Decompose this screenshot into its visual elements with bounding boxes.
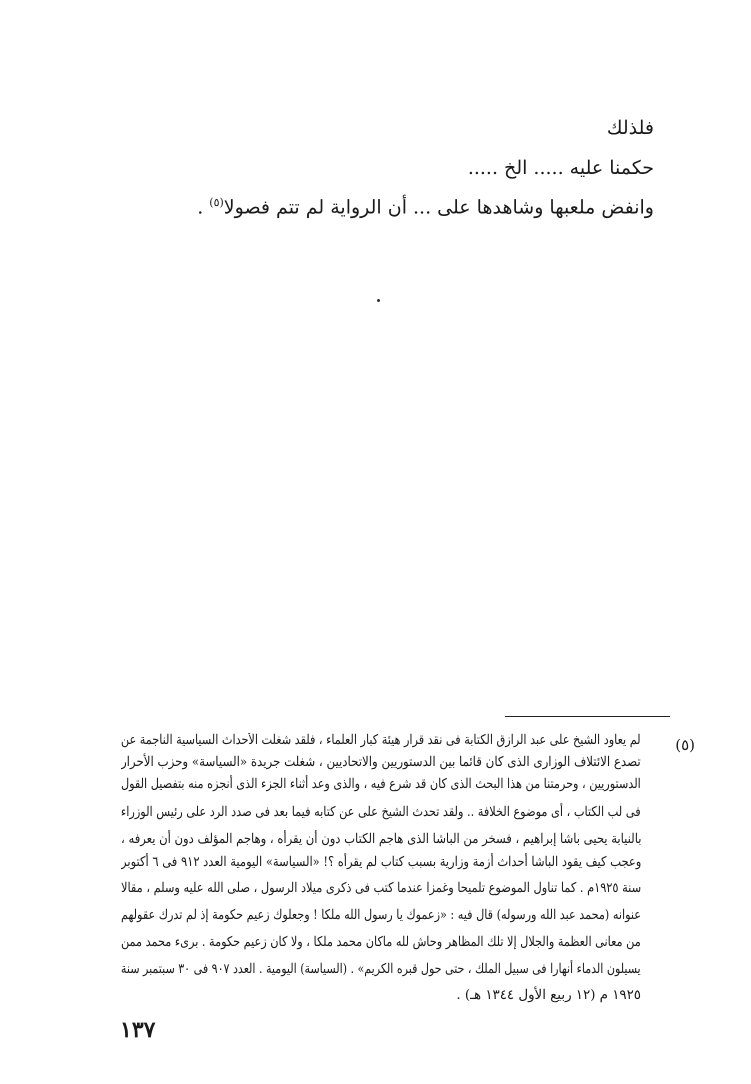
- footnote-body: [121, 733, 641, 959]
- footnote-line: الدستوريين ، وحرمتنا من هذا البحث الذى كان قد شرع فيه ، والذى وعد أثناء الجزء الذى أنجزه منه بتفصيل القول: [121, 777, 641, 792]
- footnote-line: ١٩٢٥ م (١٢ ربيع الأول ١٣٤٤ هـ) .: [456, 988, 641, 1003]
- footnote-marker: (٥): [675, 736, 695, 754]
- footnote-body-tail: [121, 958, 641, 1010]
- footnote-line: وعجب كيف يقود الباشا أحداث أزمة وزارية بسبب كتاب لم يقرأه ؟! «السياسة» اليومية العدد ٩١٢ فى ٦ أكتوبر: [121, 855, 641, 870]
- footnote-line: سنة ١٩٢٥م . كما تناول الموضوع تلميحا وغمزا عندما كتب فى ذكرى ميلاد الرسول ، صلى الله عليه وسلم ، مقالا: [121, 881, 641, 896]
- footnote-line: لم يعاود الشيخ على عبد الرازق الكتابة فى نقد قرار هيئة كبار العلماء ، فلقد شغلت الأحداث السياسية الناجمة عن: [121, 733, 641, 748]
- poem-line-1: [607, 117, 654, 140]
- poem-line-2-text: حكمنا عليه ..... الخ .....: [467, 157, 654, 179]
- footnote-line: يسيلون الدماء أنهارا فى سبيل الملك ، حتى حول قبره الكريم» . (السياسة) اليومية . العدد ٩٠٧ فى ٣٠ سبتمبر سنة: [121, 962, 641, 977]
- footnote-line: عنوانه (محمد عبد الله ورسوله) قال فيه : «زعموك يا رسول الله ملكا ! وجعلوك زعيم حكومة إذ لم تدرك عقولهم: [121, 908, 641, 923]
- footnote-line: تصدع الائتلاف الوزارى الذى كان قائما بين الدستوريين والاتحاديين ، شغلت جريدة «السياسة» وحزب الأحرار: [121, 755, 641, 770]
- footnote-line: بالنيابة يحيى باشا إبراهيم ، فسخر من الباشا الذى هاجم الكتاب دون أن يقرأه ، وهاجم المؤلف دون أن يعرفه ،: [121, 832, 641, 847]
- page-number: ١٣٧: [120, 1017, 156, 1043]
- poem-line-3-end: .: [197, 196, 204, 219]
- footnote-reference: (٥): [209, 196, 224, 209]
- poem-line-1-text: فلذلك: [606, 117, 654, 139]
- poem-line-2: [468, 157, 654, 180]
- footnote-line: فى لب الكتاب ، أى موضوع الخلافة .. ولقد تحدث الشيخ على عن كتابه فيما بعد فى صدد الرد على رئيس الوزراء: [121, 805, 641, 820]
- poem-line-3-text: وانفض ملعبها وشاهدها على ... أن الرواية لم تتم فصولا: [223, 196, 654, 219]
- footnote-separator: [505, 716, 670, 717]
- stray-dot: [377, 299, 380, 302]
- poem-line-3: [197, 196, 654, 219]
- footnote-line: من معانى العظمة والجلال إلا تلك المظاهر وحاش لله ماكان محمد ملكا ، ولا كان زعيم حكومة . برىء محمد ممن: [121, 935, 641, 950]
